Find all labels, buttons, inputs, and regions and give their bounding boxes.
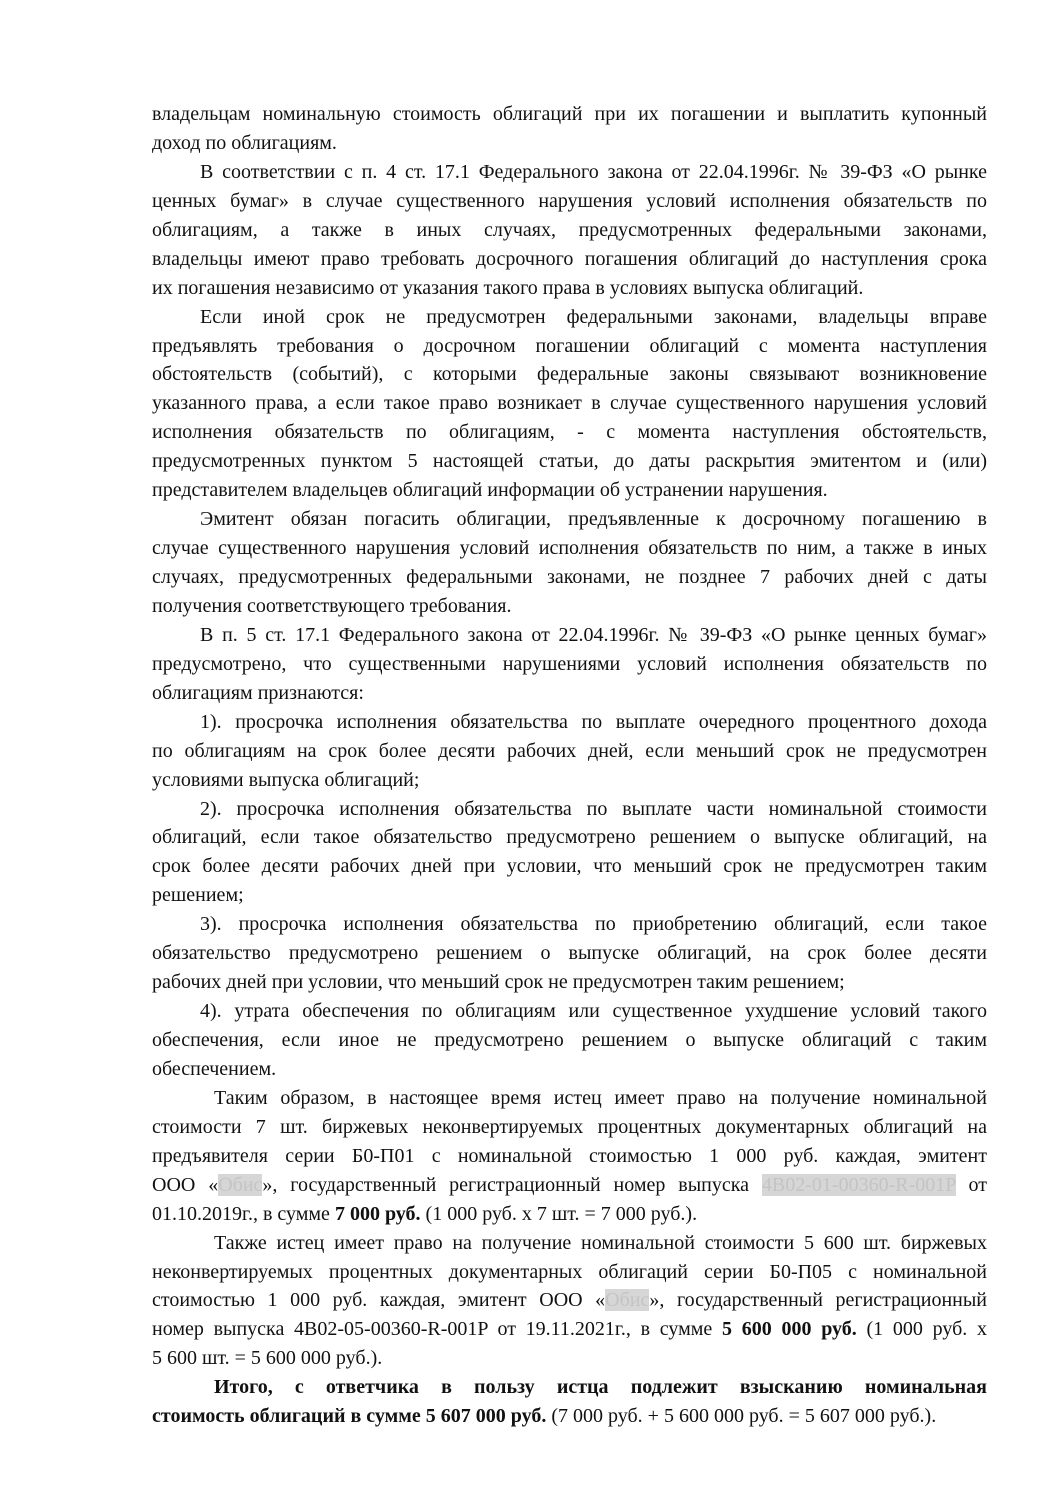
text-segment: », государственный регистрационный номер выпуска (262, 1173, 762, 1196)
text-line (152, 303, 987, 332)
text-segment: предусмотрено, что существенными нарушениями условий исполнения обязательств по (152, 652, 987, 675)
paragraph (152, 795, 987, 911)
bold-text: 5 600 000 руб. (722, 1318, 857, 1341)
text-line (152, 1200, 987, 1229)
text-line (152, 1344, 987, 1373)
text-line (152, 852, 987, 881)
text-segment: В п. 5 ст. 17.1 Федерального закона от 22.04.1996г. № 39-ФЗ «О рынке ценных бумаг» (200, 623, 987, 646)
text-segment: владельцам номинальную стоимость облигаций при их погашении и выплатить купонный (152, 103, 987, 125)
paragraph (152, 303, 987, 506)
text-line (152, 1258, 987, 1287)
paragraph (152, 1084, 987, 1229)
text-segment: обстоятельств (событий), с которыми федеральные законы связывают возникновение (152, 363, 987, 386)
text-segment: », государственный регистрационный (649, 1289, 987, 1312)
text-line (152, 679, 987, 708)
text-segment: обеспечения, если иное не предусмотрено решением о выпуске облигаций с таким (152, 1029, 987, 1051)
text-line (152, 158, 987, 187)
paragraph (152, 158, 987, 303)
text-line (152, 563, 987, 592)
text-line (152, 418, 987, 447)
paragraph (152, 910, 987, 997)
text-segment: Также истец имеет право на получение номинальной стоимости 5 600 шт. биржевых (214, 1231, 987, 1254)
text-line (152, 1373, 987, 1402)
text-segment: ООО « (152, 1173, 219, 1196)
text-segment: облигациям, а также в иных случаях, предусмотренных федеральными законами, (152, 218, 987, 241)
text-segment: случаях, предусмотренных федеральными законами, не позднее 7 рабочих дней с даты (152, 566, 987, 588)
text-line (152, 332, 987, 361)
text-line (152, 1286, 987, 1315)
text-segment: 3). просрочка исполнения обязательства по приобретению облигаций, если такое (200, 913, 987, 936)
text-line (152, 447, 987, 476)
text-line (152, 100, 987, 129)
text-line (152, 881, 987, 910)
text-segment: (1 000 руб. х 7 шт. = 7 000 руб.). (420, 1202, 698, 1225)
text-line (152, 245, 987, 274)
text-line (152, 621, 987, 650)
text-line (152, 1171, 987, 1200)
text-segment: предусмотренных пунктом 5 настоящей статьи, до даты раскрытия эмитентом и (или) (152, 450, 987, 473)
text-line (152, 708, 987, 737)
text-segment: доход по облигациям. (152, 131, 337, 154)
text-line (152, 910, 987, 939)
paragraph (152, 1229, 987, 1374)
text-segment: получения соответствующего требования. (152, 594, 512, 617)
text-line (152, 505, 987, 534)
text-segment: обеспечением. (152, 1057, 277, 1080)
text-line (152, 129, 987, 158)
text-line (152, 939, 987, 968)
text-line (152, 1084, 987, 1113)
text-segment: 2). просрочка исполнения обязательства по выплате части номинальной стоимости (200, 797, 987, 820)
text-line (152, 1113, 987, 1142)
paragraph (152, 997, 987, 1084)
text-segment: (7 000 руб. + 5 600 000 руб. = 5 607 000 руб.). (546, 1405, 937, 1428)
text-segment: представителем владельцев облигаций информации об устранении нарушения. (152, 479, 828, 502)
text-line (152, 360, 987, 389)
text-line (152, 1026, 987, 1055)
text-segment: стоимостью 1 000 руб. каждая, эмитент ООО « (152, 1289, 606, 1312)
text-segment: Эмитент обязан погасить облигации, предъявленные к досрочному погашению в (200, 508, 987, 531)
paragraph (152, 505, 987, 621)
text-segment: стоимости 7 шт. биржевых неконвертируемых процентных документарных облигаций на (152, 1115, 987, 1138)
text-segment: предъявлять требования о досрочном погашении облигаций с момента наступления (152, 334, 987, 357)
text-segment: В соответствии с п. 4 ст. 17.1 Федерального закона от 22.04.1996г. № 39-ФЗ «О рынке (200, 160, 987, 183)
text-segment: облигаций, если такое обязательство предусмотрено решением о выпуске облигаций, на (152, 826, 987, 849)
bold-text: Итого, с ответчика в пользу истца подлежит взысканию номинальная (214, 1376, 987, 1399)
paragraph (152, 708, 987, 795)
text-segment: исполнения обязательств по облигациям, - с момента наступления обстоятельств, (152, 421, 987, 444)
text-line (152, 968, 987, 997)
text-line (152, 766, 987, 795)
text-segment: от (955, 1173, 987, 1196)
paragraph (152, 100, 987, 158)
text-line (152, 823, 987, 852)
text-segment: случае существенного нарушения условий исполнения обязательств по ним, а также в иных (152, 537, 987, 560)
text-segment: Таким образом, в настоящее время истец имеет право на получение номинальной (214, 1086, 987, 1109)
text-line (152, 389, 987, 418)
redacted-text: Обис (218, 1173, 263, 1196)
text-line (152, 737, 987, 766)
text-segment: срок более десяти рабочих дней при условии, что меньший срок не предусмотрен таким (152, 855, 987, 878)
text-segment: их погашения независимо от указания такого права в условиях выпуска облигаций. (152, 276, 864, 299)
text-line (152, 216, 987, 245)
bold-text: 7 000 руб. (334, 1202, 421, 1225)
text-line (152, 1229, 987, 1258)
text-line (152, 187, 987, 216)
text-segment: неконвертируемых процентных документарных облигаций серии Б0-П05 с номинальной (152, 1260, 987, 1283)
text-segment: 01.10.2019г., в сумме (152, 1202, 335, 1225)
paragraph (152, 621, 987, 708)
text-line (152, 650, 987, 679)
redacted-text: 4В02-01-00360-R-001P (761, 1173, 956, 1196)
text-segment: рабочих дней при условии, что меньший срок не предусмотрен таким решением; (152, 971, 845, 994)
text-line (152, 997, 987, 1026)
text-line (152, 1402, 987, 1431)
text-line (152, 1055, 987, 1084)
document-page (152, 100, 987, 1431)
text-segment: 4). утрата обеспечения по облигациям или существенное ухудшение условий такого (200, 1000, 987, 1023)
text-segment: (1 000 руб. х (856, 1318, 987, 1341)
text-segment: 1). просрочка исполнения обязательства по выплате очередного процентного дохода (200, 710, 987, 733)
text-line (152, 274, 987, 303)
text-segment: ценных бумаг» в случае существенного нарушения условий исполнения обязательств по (152, 189, 987, 212)
text-segment: условиями выпуска облигаций; (152, 768, 420, 791)
bold-text: стоимость облигаций в сумме 5 607 000 руб. (152, 1405, 547, 1428)
text-segment: номер выпуска 4В02-05-00360-R-001P от 19.11.2021г., в сумме (152, 1318, 723, 1341)
paragraph (152, 1373, 987, 1431)
text-segment: указанного права, а если такое право возникает в случае существенного нарушения условий (152, 392, 987, 415)
text-segment: решением; (152, 884, 244, 907)
text-line (152, 592, 987, 621)
text-line (152, 1315, 987, 1344)
text-line (152, 476, 987, 505)
text-segment: облигациям признаются: (152, 681, 364, 704)
text-segment: предъявителя серии Б0-П01 с номинальной стоимостью 1 000 руб. каждая, эмитент (152, 1144, 987, 1167)
text-line (152, 795, 987, 824)
text-segment: 5 600 шт. = 5 600 000 руб.). (152, 1347, 383, 1370)
text-line (152, 1142, 987, 1171)
text-line (152, 534, 987, 563)
text-segment: владельцы имеют право требовать досрочного погашения облигаций до наступления срока (152, 247, 987, 270)
text-segment: обязательство предусмотрено решением о выпуске облигаций, на срок более десяти (152, 942, 987, 965)
text-segment: по облигациям на срок более десяти рабочих дней, если меньший срок не предусмотрен (152, 739, 987, 762)
redacted-text: Обис (605, 1289, 650, 1312)
text-segment: Если иной срок не предусмотрен федеральными законами, владельцы вправе (200, 305, 987, 328)
